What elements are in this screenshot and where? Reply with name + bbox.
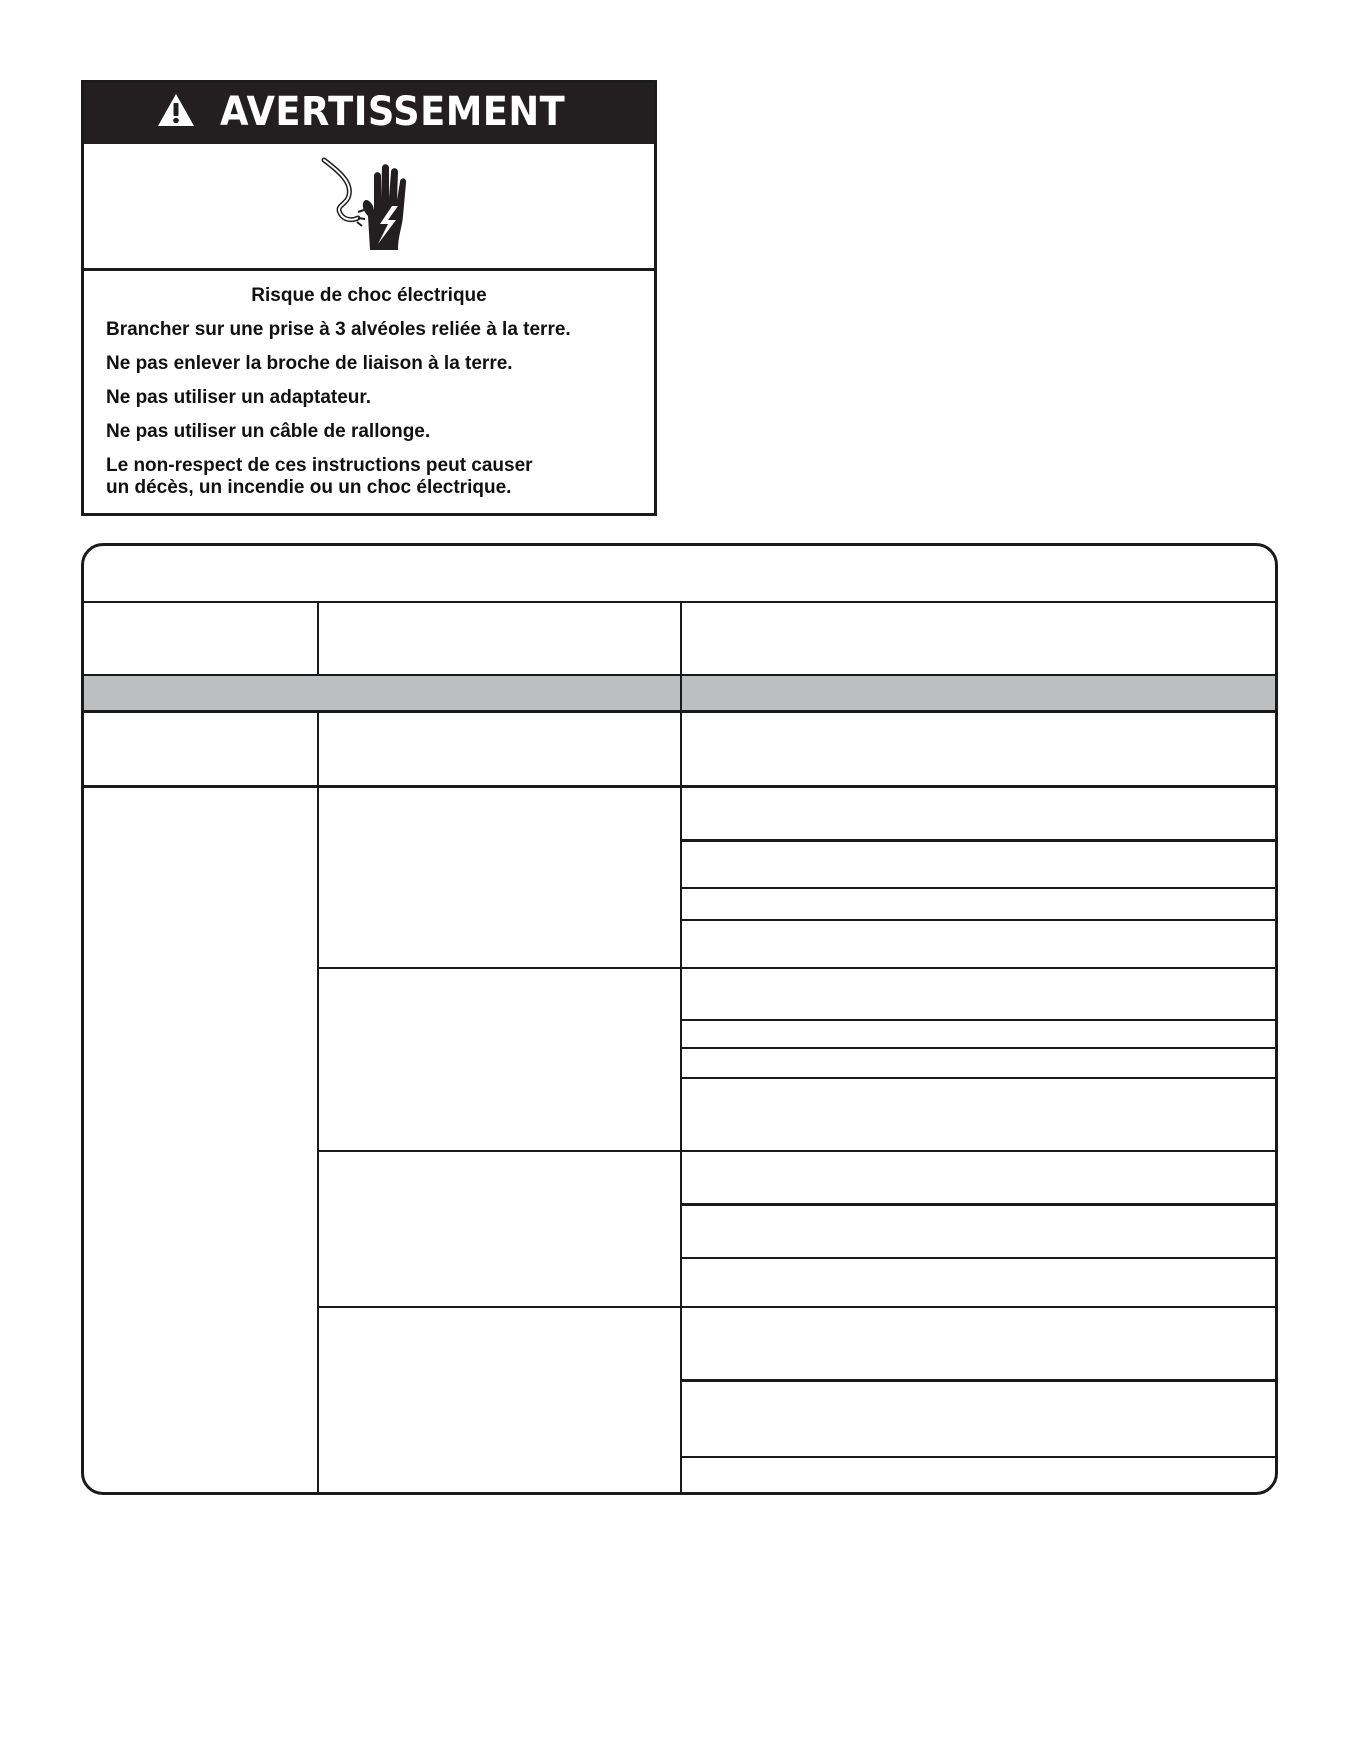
table-col-divider xyxy=(680,603,682,1495)
warning-line: Ne pas utiliser un adaptateur. xyxy=(106,387,372,408)
warning-triangle-icon xyxy=(157,93,195,132)
table-solution-divider xyxy=(682,1379,1275,1382)
table-solution-divider xyxy=(682,839,1275,842)
warning-symbol-area xyxy=(84,144,654,271)
table-solution-divider xyxy=(682,1047,1275,1049)
warning-title: AVERTISSEMENT xyxy=(220,89,566,135)
table-solution-divider xyxy=(682,1077,1275,1079)
table-solution-divider xyxy=(682,967,1275,969)
table-group-divider xyxy=(319,1306,680,1308)
table-col-divider xyxy=(317,712,319,1495)
table-solution-divider xyxy=(682,1203,1275,1206)
warning-line: Ne pas enlever la broche de liaison à la terre. xyxy=(106,353,513,374)
electric-shock-hand-icon xyxy=(314,154,424,259)
warning-line: Ne pas utiliser un câble de rallonge. xyxy=(106,421,431,442)
table-solution-divider xyxy=(682,1456,1275,1458)
warning-text xyxy=(84,271,654,499)
warning-label xyxy=(81,80,657,516)
table-col-divider xyxy=(317,603,319,676)
table-solution-divider xyxy=(682,1019,1275,1021)
warning-header xyxy=(84,83,654,144)
troubleshooting-table xyxy=(81,543,1278,1495)
table-solution-divider xyxy=(682,919,1275,921)
table-solution-divider xyxy=(682,1306,1275,1308)
table-group-divider xyxy=(319,967,680,969)
risk-heading: Risque de choc électrique xyxy=(251,285,487,306)
warning-line: Brancher sur une prise à 3 alvéoles reliée à la terre. xyxy=(106,319,571,340)
table-solution-divider xyxy=(682,887,1275,889)
warning-line-consequence: Le non-respect de ces instructions peut causer un décès, un incendie ou un choc électrique. xyxy=(106,455,533,498)
table-solution-divider xyxy=(682,1150,1275,1152)
table-group-divider xyxy=(319,1150,680,1152)
table-solution-divider xyxy=(682,1257,1275,1259)
